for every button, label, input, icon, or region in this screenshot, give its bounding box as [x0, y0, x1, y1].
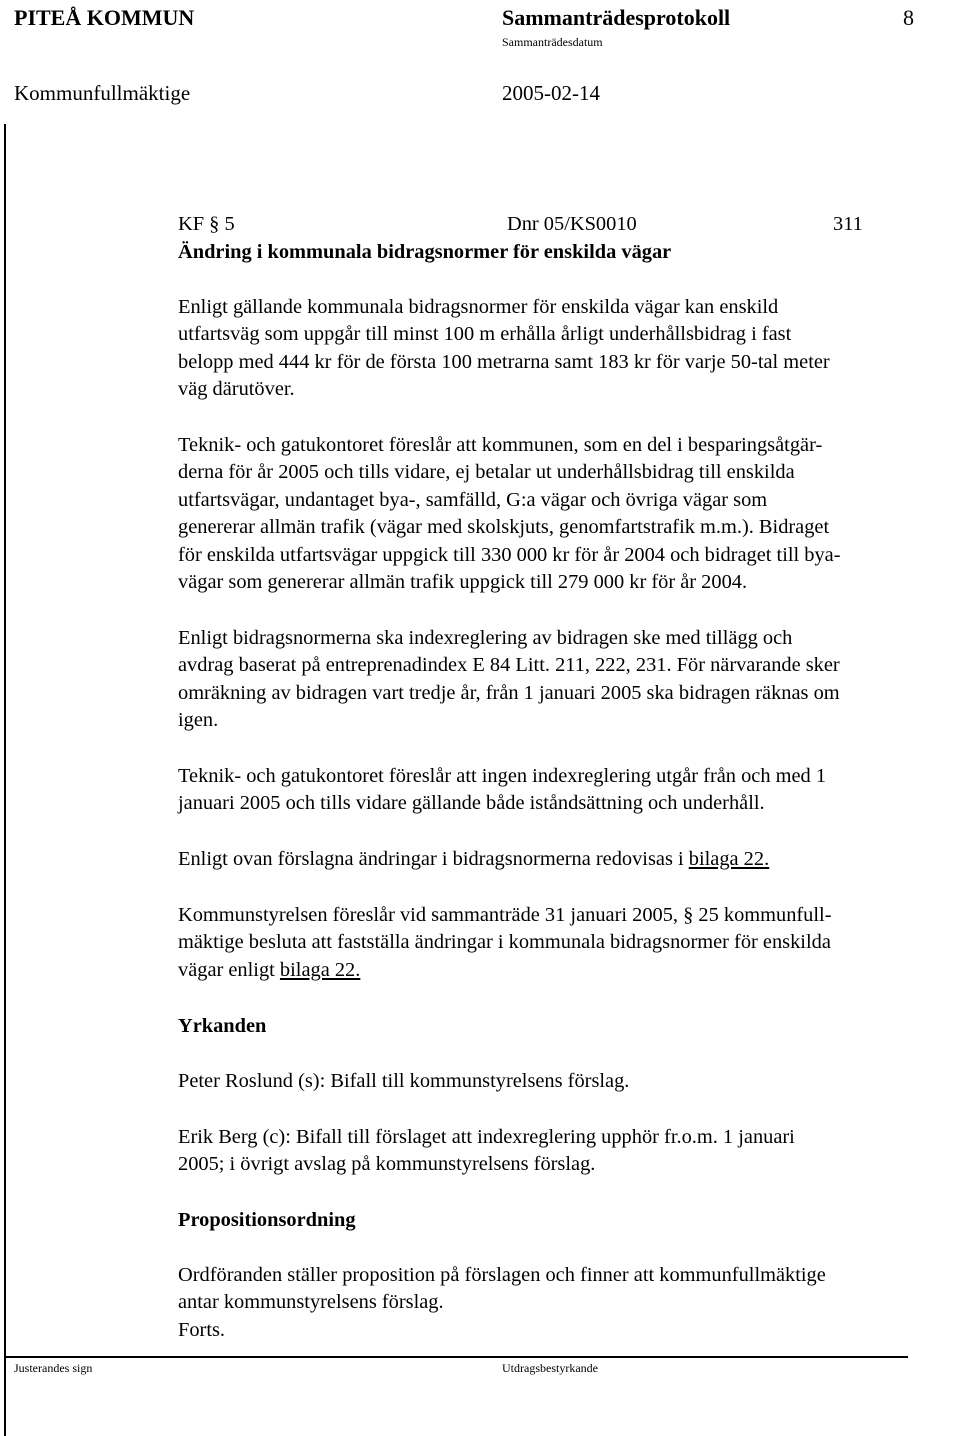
paragraph-decision [178, 1262, 960, 1344]
case-dnr: Dnr 05/KS0010 [507, 213, 637, 235]
text-line: avdrag baserat på entreprenadindex E 84 Litt. 211, 222, 231. För närvarande sker [178, 654, 840, 677]
paragraph-indexation [178, 625, 960, 735]
text-line: mäktige besluta att fastställa ändringar i kommunala bidragsnormer för enskilda [178, 931, 831, 954]
text-line: antar kommunstyrelsens förslag. [178, 1291, 444, 1314]
organization-name: PITEÅ KOMMUN [14, 5, 195, 30]
text-line: Erik Berg (c): Bifall till förslaget att indexreglering upphör fr.o.m. 1 januari [178, 1126, 795, 1148]
signature-label: Justerandes sign [14, 1361, 93, 1375]
meeting-body: Kommunfullmäktige [14, 81, 191, 105]
text-run: vägar enligt [178, 958, 280, 981]
text-line [178, 957, 960, 984]
paragraph-proposal [178, 432, 960, 596]
text-line: 2005; i övrigt avslag på kommunstyrelsens förslag. [178, 1153, 596, 1176]
text-line: för enskilda utfartsvägar uppgick till 330 000 kr för år 2004 och bidraget till bya- [178, 543, 841, 566]
text-line: vägar som genererar allmän trafik uppgick till 279 000 kr för år 2004. [178, 571, 748, 594]
case-id: KF § 5 [178, 213, 235, 235]
text-line: Teknik- och gatukontoret föreslår att kommunen, som en del i besparingsåtgär- [178, 434, 823, 456]
document-type: Sammanträdesprotokoll [502, 5, 731, 30]
text-run: Enligt ovan förslagna ändringar i bidragsnormerna redovisas i [178, 848, 689, 870]
heading-propositionsordning: Propositionsordning [178, 1209, 356, 1231]
text-line: genererar allmän trafik (vägar med skolskjuts, genomfartstrafik m.m.). Bidraget [178, 516, 830, 539]
paragraph-no-indexation [178, 763, 960, 818]
continued-label: Forts. [178, 1318, 226, 1341]
text-line: omräkning av bidragen vart tredje år, från 1 januari 2005 ska bidragen räknas om [178, 681, 840, 704]
text-line: Kommunstyrelsen föreslår vid sammanträde 31 januari 2005, § 25 kommunfull- [178, 904, 832, 926]
date-label: Sammanträdesdatum [502, 35, 603, 49]
extract-certification-label: Utdragsbestyrkande [502, 1361, 598, 1375]
text-line: Enligt bidragsnormerna ska indexreglering av bidragen ske med tillägg och [178, 627, 793, 649]
heading-yrkanden: Yrkanden [178, 1015, 267, 1037]
text-line: Enligt gällande kommunala bidragsnormer för enskilda vägar kan enskild [178, 296, 779, 318]
text-line: igen. [178, 709, 219, 732]
text-line [178, 846, 960, 873]
case-title: Ändring i kommunala bidragsnormer för enskilda vägar [178, 241, 672, 263]
meeting-date: 2005-02-14 [502, 81, 600, 105]
text-line: utfartsväg som uppgår till minst 100 m erhålla årligt underhållsbidrag i fast [178, 323, 792, 346]
appendix-link[interactable]: bilaga 22. [688, 848, 770, 870]
text-line: belopp med 444 kr för de första 100 metrarna samt 183 kr för varje 50-tal meter [178, 350, 830, 373]
footer-rule [4, 1356, 908, 1358]
left-margin-rule [4, 124, 6, 1436]
text-line: Ordföranden ställer proposition på förslagen och finner att kommunfullmäktige [178, 1264, 826, 1286]
text-line: januari 2005 och tills vidare gällande både iståndsättning och underhåll. [178, 792, 765, 815]
text-line: derna för år 2005 och tills vidare, ej betalar ut underhållsbidrag till enskilda [178, 461, 795, 484]
appendix-link[interactable]: bilaga 22. [279, 958, 361, 981]
text-line: Teknik- och gatukontoret föreslår att ingen indexreglering utgår från och med 1 [178, 765, 827, 787]
paragraph-board-proposal [178, 902, 960, 984]
case-code: 311 [833, 213, 863, 235]
page-number: 8 [903, 5, 914, 30]
paragraph-current-norms [178, 294, 960, 404]
text-line: väg därutöver. [178, 378, 295, 401]
motion-roslund [178, 1068, 960, 1095]
text-line: Peter Roslund (s): Bifall till kommunstyrelsens förslag. [178, 1070, 630, 1092]
text-line: utfartsvägar, undantaget bya-, samfälld, G:a vägar och övriga vägar som [178, 488, 768, 511]
paragraph-appendix-reference [178, 846, 960, 873]
motion-berg [178, 1124, 960, 1179]
